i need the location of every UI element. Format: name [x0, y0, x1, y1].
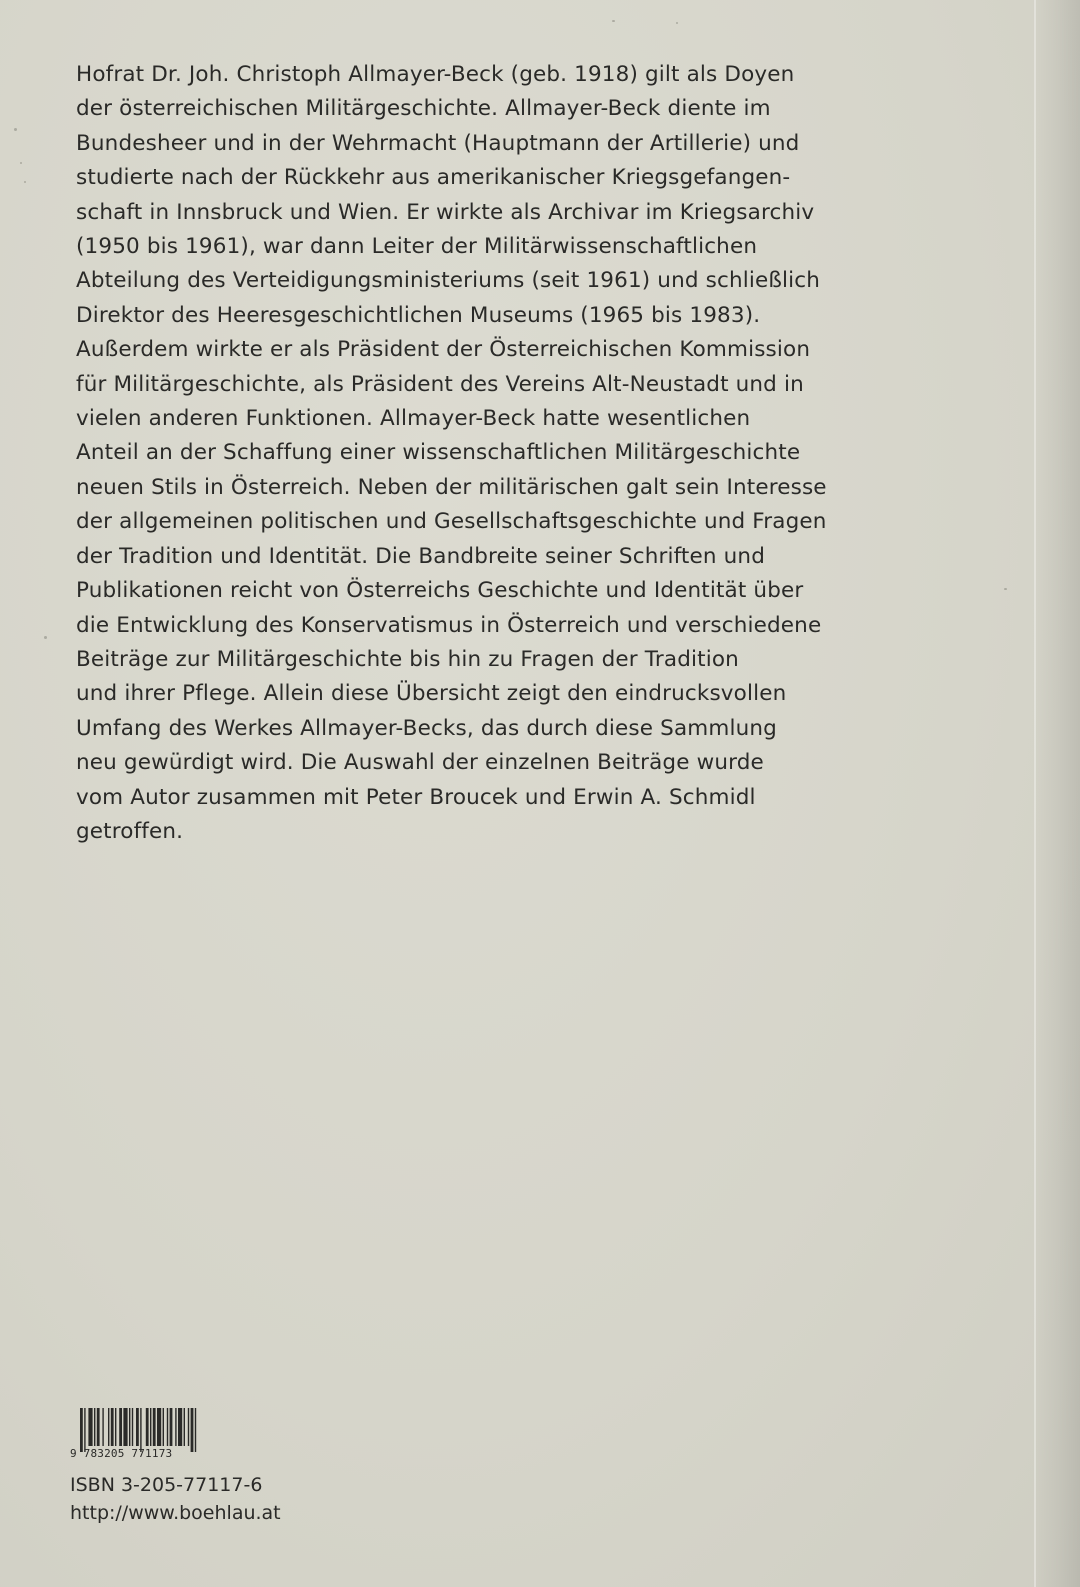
blurb-line: Direktor des Heeresgeschichtlichen Museums (1965 bis 1983). — [76, 302, 761, 328]
blurb-line: für Militärgeschichte, als Präsident des Vereins Alt-Neustadt und in — [76, 371, 804, 397]
paper-speck — [676, 22, 678, 24]
isbn-number: ISBN 3-205-77117-6 — [70, 1474, 263, 1496]
barcode-bar — [150, 1408, 151, 1446]
barcode-bar — [123, 1408, 127, 1446]
barcode-digits: 9 783205 771173 — [70, 1447, 173, 1460]
cover-fold-line — [1034, 0, 1036, 1587]
barcode-bar — [178, 1408, 182, 1446]
blurb-line: Beiträge zur Militärgeschichte bis hin zu Fragen der Tradition — [76, 646, 739, 672]
blurb-line: schaft in Innsbruck und Wien. Er wirkte als Archivar im Kriegsarchiv — [76, 199, 815, 225]
blurb-line: Anteil an der Schaffung einer wissenschaftlichen Militärgeschichte — [76, 440, 801, 466]
barcode-bar — [188, 1408, 189, 1446]
barcode-bar — [163, 1408, 164, 1446]
barcode-bar — [102, 1408, 103, 1446]
blurb-line: vielen anderen Funktionen. Allmayer-Beck hatte wesentlichen — [76, 406, 751, 432]
barcode-bar — [191, 1408, 194, 1452]
barcode-bar — [97, 1408, 100, 1446]
blurb-line: getroffen. — [76, 818, 184, 844]
barcode-bar — [167, 1408, 168, 1446]
blurb-line: vom Autor zusammen mit Peter Broucek und Erwin A. Schmidl — [76, 784, 756, 810]
paper-speck — [14, 128, 17, 131]
blurb-line: Bundesheer und in der Wehrmacht (Hauptmann der Artillerie) und — [76, 130, 800, 156]
barcode-bar — [153, 1408, 156, 1446]
author-biography-text — [76, 58, 866, 849]
blurb-line: Publikationen reicht von Österreichs Geschichte und Identität über — [76, 578, 804, 604]
barcode-bar — [80, 1408, 83, 1452]
blurb-line: der Tradition und Identität. Die Bandbreite seiner Schriften und — [76, 543, 766, 569]
barcode-bar — [88, 1408, 92, 1446]
barcode-bar — [170, 1408, 173, 1446]
paper-speck — [44, 636, 47, 639]
blurb-line: Abteilung des Verteidigungsministeriums (seit 1961) und schließlich — [76, 268, 821, 294]
barcode-bar — [157, 1408, 161, 1446]
barcode-bar — [146, 1408, 149, 1446]
blurb-line: der österreichischen Militärgeschichte. Allmayer-Beck diente im — [76, 96, 771, 122]
paper-speck — [20, 162, 22, 164]
barcode-bar — [129, 1408, 130, 1446]
barcode-bar — [111, 1408, 114, 1446]
paper-speck — [612, 20, 615, 22]
blurb-line: die Entwicklung des Konservatismus in Österreich und verschiedene — [76, 612, 822, 638]
barcode-bar — [140, 1408, 141, 1452]
barcode-bar — [184, 1408, 185, 1446]
blurb-line: Hofrat Dr. Joh. Christoph Allmayer-Beck (geb. 1918) gilt als Doyen — [76, 62, 795, 87]
blurb-line: und ihrer Pflege. Allein diese Übersicht zeigt den eindrucksvollen — [76, 681, 787, 707]
publisher-url: http://www.boehlau.at — [70, 1502, 281, 1524]
blurb-line: Umfang des Werkes Allmayer-Becks, das durch diese Sammlung — [76, 715, 777, 741]
blurb-line: Außerdem wirkte er als Präsident der Österreichischen Kommission — [76, 337, 811, 363]
paper-speck — [1004, 588, 1007, 590]
barcode-bar — [136, 1408, 139, 1446]
paper-speck — [24, 181, 26, 183]
cover-edge-shadow — [1032, 0, 1080, 1587]
barcode-bar — [115, 1408, 116, 1446]
barcode-bar — [84, 1408, 85, 1452]
blurb-line: neu gewürdigt wird. Die Auswahl der einzelnen Beiträge wurde — [76, 750, 764, 776]
barcode-bar — [94, 1408, 95, 1446]
blurb-line: neuen Stils in Österreich. Neben der militärischen galt sein Interesse — [76, 474, 827, 500]
barcode-bar — [175, 1408, 176, 1446]
barcode-bar — [108, 1408, 109, 1446]
barcode-bar — [132, 1408, 133, 1446]
barcode-bar — [119, 1408, 122, 1446]
blurb-line: studierte nach der Rückkehr aus amerikanischer Kriegsgefangen- — [76, 165, 791, 191]
blurb-line: der allgemeinen politischen und Gesellschaftsgeschichte und Fragen — [76, 509, 827, 535]
isbn-barcode — [70, 1408, 206, 1460]
blurb-line: (1950 bis 1961), war dann Leiter der Militärwissenschaftlichen — [76, 234, 758, 260]
barcode-bar — [195, 1408, 196, 1452]
